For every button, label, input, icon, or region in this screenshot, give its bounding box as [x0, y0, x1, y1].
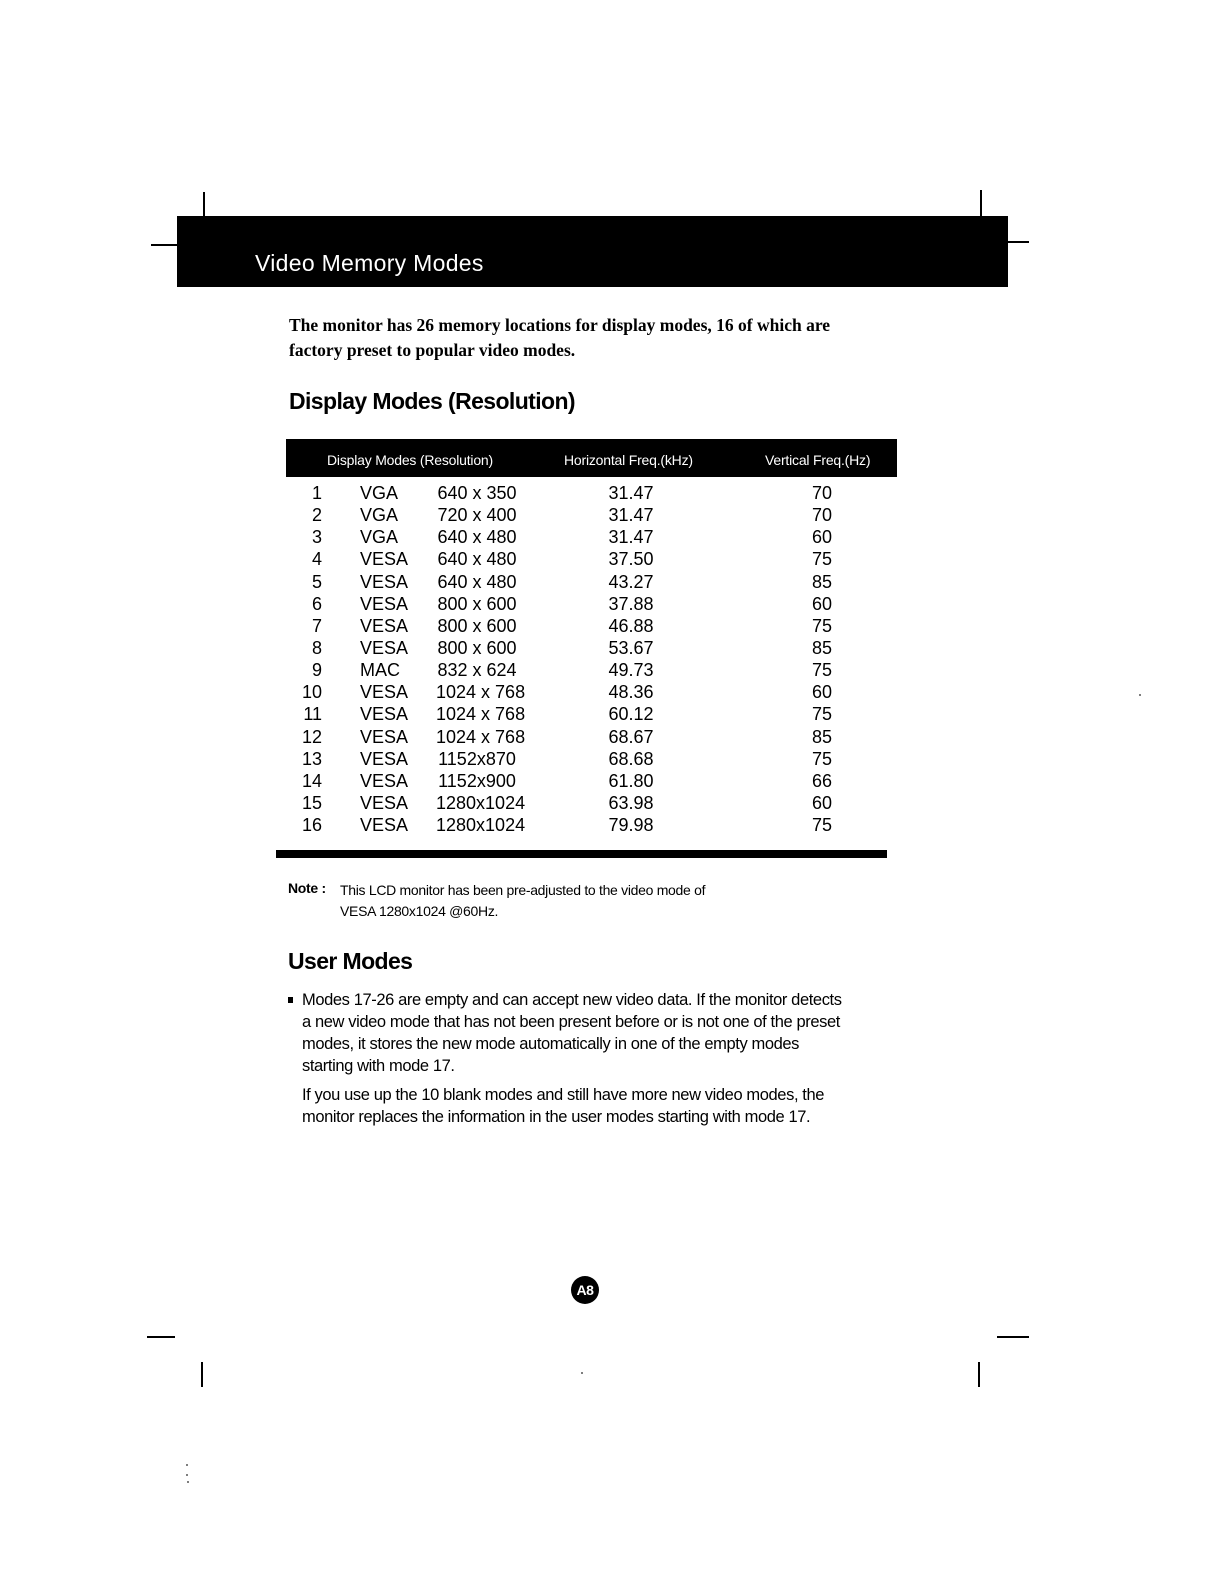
horizontal-frequency: 79.98 — [608, 815, 654, 836]
horizontal-frequency: 31.47 — [608, 505, 654, 526]
mode-number: 3 — [311, 527, 322, 548]
vertical-frequency: 85 — [811, 726, 833, 747]
mode-resolution: 640 x 480 — [437, 549, 517, 570]
vertical-frequency: 75 — [811, 704, 833, 725]
mode-standard: VESA — [360, 549, 409, 570]
crop-mark-bottom-left-horizontal — [147, 1336, 175, 1338]
vertical-frequency: 75 — [811, 549, 833, 570]
crop-mark-bottom-right-vertical — [978, 1362, 980, 1387]
table-row — [286, 594, 897, 616]
intro-paragraph — [289, 313, 889, 363]
table-row — [286, 682, 897, 704]
horizontal-frequency: 37.50 — [608, 549, 654, 570]
paragraph-line: starting with mode 17. — [302, 1057, 455, 1075]
table-row — [286, 616, 897, 638]
mode-number: 14 — [301, 770, 322, 791]
scan-speck — [187, 1481, 189, 1483]
horizontal-frequency: 68.68 — [608, 748, 654, 769]
vertical-frequency: 60 — [811, 682, 833, 703]
user-modes-paragraph-2 — [302, 1084, 824, 1128]
mode-standard: VESA — [360, 770, 409, 791]
mode-standard: VESA — [360, 748, 409, 769]
mode-standard: VESA — [360, 792, 409, 813]
mode-number: 6 — [311, 593, 322, 614]
mode-resolution: 832 x 624 — [437, 660, 517, 681]
scan-speck — [581, 1372, 583, 1374]
mode-resolution: 640 x 480 — [437, 527, 517, 548]
horizontal-frequency: 60.12 — [608, 704, 654, 725]
paragraph-line: Modes 17-26 are empty and can accept new video data. If the monitor detects — [302, 991, 842, 1009]
mode-standard: VGA — [360, 505, 399, 526]
horizontal-frequency: 37.88 — [608, 593, 654, 614]
mode-resolution: 1024 x 768 — [436, 682, 526, 703]
note-text — [340, 880, 705, 922]
table-row — [286, 549, 897, 571]
mode-resolution: 640 x 350 — [437, 483, 517, 503]
table-row — [286, 793, 897, 815]
display-modes-table — [286, 483, 897, 837]
table-row — [286, 749, 897, 771]
crop-mark-top-left-horizontal — [151, 244, 178, 246]
mode-standard: VESA — [360, 726, 409, 747]
table-row — [286, 483, 897, 505]
mode-standard: VESA — [360, 704, 409, 725]
display-modes-heading: Display Modes (Resolution) — [289, 388, 575, 414]
mode-standard: VESA — [360, 571, 409, 592]
mode-number: 12 — [301, 726, 322, 747]
mode-resolution: 800 x 600 — [437, 615, 517, 636]
vertical-frequency: 60 — [811, 527, 833, 548]
mode-resolution: 1152x900 — [438, 770, 516, 791]
column-header-vfreq: Vertical Freq.(Hz) — [765, 452, 871, 468]
scan-speck — [1139, 694, 1141, 696]
table-row — [286, 527, 897, 549]
mode-number: 2 — [311, 505, 322, 526]
vertical-frequency: 85 — [811, 571, 833, 592]
horizontal-frequency: 53.67 — [608, 637, 654, 658]
horizontal-frequency: 43.27 — [608, 571, 654, 592]
mode-resolution: 1024 x 768 — [436, 726, 526, 747]
mode-resolution: 1280x1024 — [436, 792, 526, 813]
mode-resolution: 720 x 400 — [437, 505, 517, 526]
mode-standard: VESA — [360, 637, 409, 658]
crop-mark-bottom-left-vertical — [201, 1362, 203, 1387]
table-row — [286, 505, 897, 527]
vertical-frequency: 75 — [811, 615, 833, 636]
page-number-badge: A8 — [571, 1276, 599, 1304]
table-row — [286, 572, 897, 594]
mode-resolution: 1280x1024 — [436, 815, 526, 836]
paragraph-line: a new video mode that has not been present before or is not one of the preset — [302, 1013, 840, 1031]
intro-line: factory preset to popular video modes. — [289, 340, 576, 360]
mode-standard: MAC — [360, 660, 400, 681]
vertical-frequency: 75 — [811, 815, 833, 836]
user-modes-paragraph-1 — [302, 989, 842, 1077]
scan-speck — [186, 1464, 188, 1466]
vertical-frequency: 60 — [811, 792, 833, 813]
mode-standard: VESA — [360, 815, 409, 836]
mode-number: 10 — [301, 682, 322, 703]
paragraph-line: If you use up the 10 blank modes and still have more new video modes, the — [302, 1086, 825, 1104]
mode-resolution: 800 x 600 — [437, 637, 517, 658]
crop-mark-top-right-horizontal — [1007, 241, 1029, 243]
mode-number: 1 — [311, 483, 322, 503]
user-modes-heading: User Modes — [288, 948, 413, 974]
table-row — [286, 704, 897, 726]
vertical-frequency: 75 — [811, 660, 833, 681]
horizontal-frequency: 31.47 — [608, 527, 654, 548]
mode-standard: VGA — [360, 483, 399, 503]
mode-number: 16 — [301, 815, 322, 836]
horizontal-frequency: 31.47 — [608, 483, 654, 503]
horizontal-frequency: 61.80 — [608, 770, 654, 791]
crop-mark-top-right-vertical — [980, 190, 982, 217]
mode-number: 8 — [311, 637, 322, 658]
vertical-frequency: 70 — [811, 505, 833, 526]
table-row — [286, 727, 897, 749]
mode-resolution: 1152x870 — [438, 748, 516, 769]
vertical-frequency: 70 — [811, 483, 833, 503]
mode-number: 9 — [311, 660, 322, 681]
mode-number: 7 — [311, 615, 322, 636]
mode-number: 4 — [311, 549, 322, 570]
mode-number: 5 — [311, 571, 322, 592]
column-header-hfreq: Horizontal Freq.(kHz) — [564, 452, 693, 468]
intro-line: The monitor has 26 memory locations for display modes, 16 of which are — [289, 315, 831, 335]
note-line: VESA 1280x1024 @60Hz. — [340, 903, 499, 919]
vertical-frequency: 85 — [811, 637, 833, 658]
table-bottom-rule — [276, 850, 887, 858]
horizontal-frequency: 46.88 — [608, 615, 654, 636]
table-row — [286, 638, 897, 660]
mode-standard: VESA — [360, 615, 409, 636]
table-row — [286, 771, 897, 793]
horizontal-frequency: 48.36 — [608, 682, 654, 703]
table-row — [286, 815, 897, 837]
crop-mark-bottom-right-horizontal — [997, 1336, 1029, 1338]
crop-mark-top-left-vertical — [203, 192, 205, 218]
mode-standard: VGA — [360, 527, 399, 548]
vertical-frequency: 60 — [811, 593, 833, 614]
mode-number: 15 — [301, 792, 322, 813]
paragraph-line: modes, it stores the new mode automatically in one of the empty modes — [302, 1035, 800, 1053]
note-label: Note : — [288, 880, 326, 896]
mode-resolution: 1024 x 768 — [436, 704, 526, 725]
scan-speck — [186, 1474, 188, 1476]
horizontal-frequency: 49.73 — [608, 660, 654, 681]
mode-resolution: 640 x 480 — [437, 571, 517, 592]
note-line: This LCD monitor has been pre-adjusted to the video mode of — [340, 882, 706, 898]
table-header — [286, 439, 897, 477]
mode-standard: VESA — [360, 593, 409, 614]
horizontal-frequency: 68.67 — [608, 726, 654, 747]
mode-standard: VESA — [360, 682, 409, 703]
vertical-frequency: 75 — [811, 748, 833, 769]
paragraph-line: monitor replaces the information in the user modes starting with mode 17. — [302, 1108, 811, 1126]
mode-number: 13 — [301, 748, 322, 769]
page-title: Video Memory Modes — [255, 250, 484, 276]
vertical-frequency: 66 — [811, 770, 833, 791]
mode-number: 11 — [303, 704, 322, 725]
bullet-square-icon — [288, 997, 293, 1003]
mode-resolution: 800 x 600 — [437, 593, 517, 614]
column-header-mode: Display Modes (Resolution) — [327, 452, 493, 468]
horizontal-frequency: 63.98 — [608, 792, 654, 813]
table-row — [286, 660, 897, 682]
